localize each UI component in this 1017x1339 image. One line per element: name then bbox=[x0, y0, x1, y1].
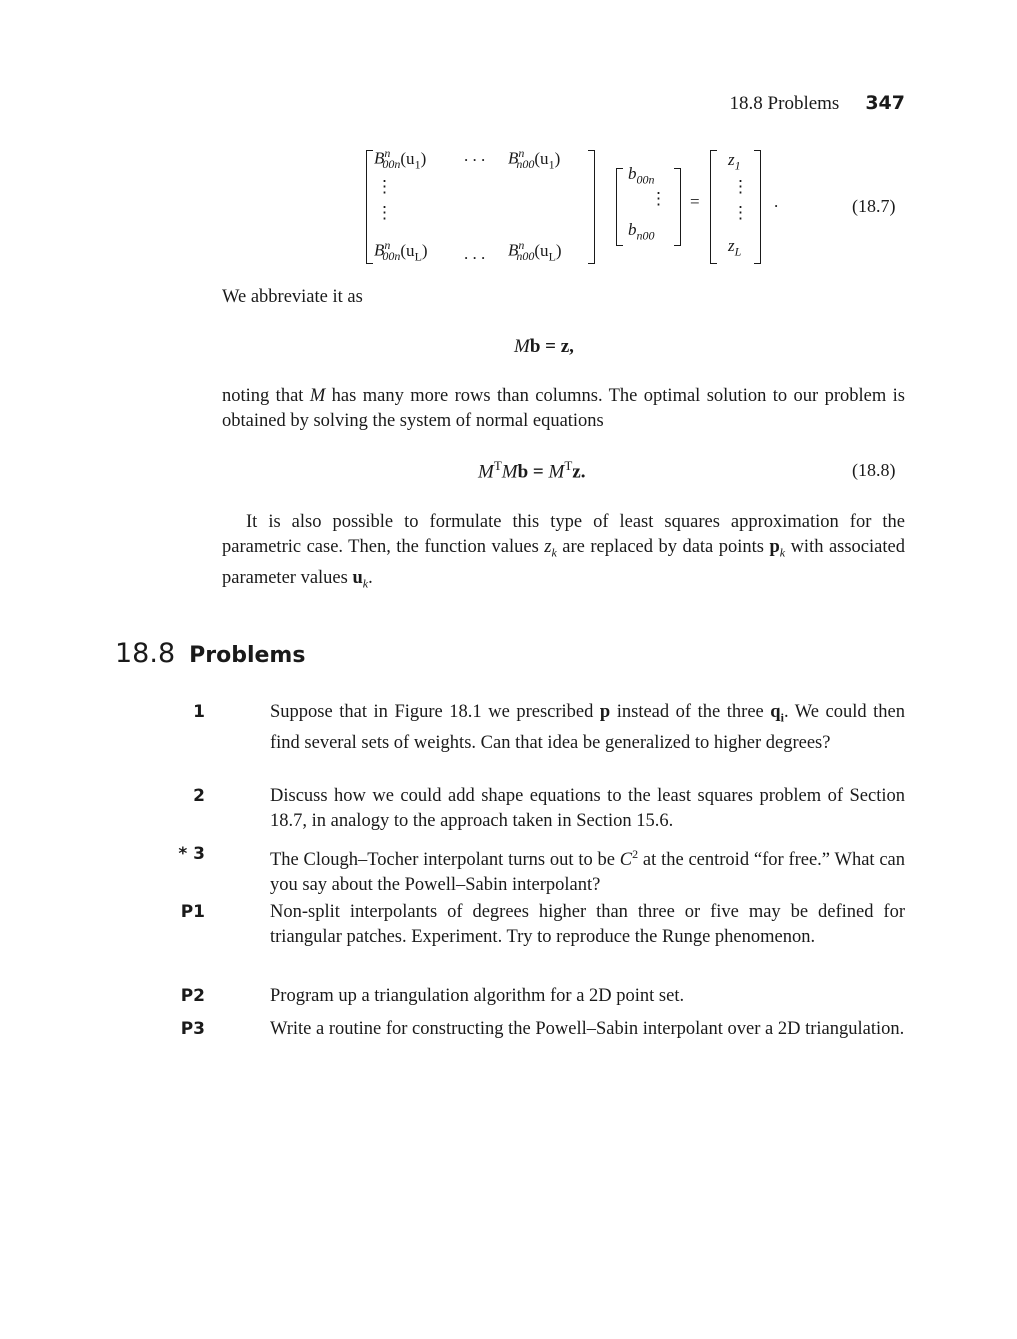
problem-label: 2 bbox=[193, 786, 205, 806]
paragraph-parametric: It is also possible to formulate this type of least squares approximation for the parametric case. Then, the function values $z_k$ are replaced by data points $p_k$ with associated parameter values $u_k$. bbox=[222, 512, 905, 591]
vector-z-left-bracket bbox=[710, 150, 717, 264]
vector-z-vdots-1: ⋮ bbox=[732, 177, 749, 196]
matrix-vdots-2: ⋮ bbox=[376, 203, 393, 222]
equation-18-7 bbox=[366, 148, 786, 266]
equation-mbz: Mb = z, bbox=[514, 336, 574, 357]
vector-b-left-bracket bbox=[616, 168, 623, 246]
matrix-entry-L-n: $B^n_{n00}(u_L)$ bbox=[508, 238, 562, 264]
equals-sign: = bbox=[690, 192, 700, 211]
vector-z-right-bracket bbox=[754, 150, 761, 264]
equation-period: . bbox=[774, 192, 779, 211]
vector-z-vdots-2: ⋮ bbox=[732, 203, 749, 222]
problem-text: Discuss how we could add shape equations to the least squares problem of Section 18.7, in analogy to the approach taken in Section 15.6. bbox=[270, 786, 905, 831]
matrix-entry-1-n: $B^n_{n00}(u_1)$ bbox=[508, 146, 561, 172]
problem-p1 bbox=[180, 900, 905, 950]
vector-z-first: $z_1$ bbox=[728, 150, 741, 173]
problem-3: * 3 The Clough–Tocher interpolant turns out to be $C^2$ at the centroid “for free.” What can you say about the Powell–Sabin interpolant? bbox=[225, 842, 905, 898]
matrix-entry-L-1: $B^n_{00n}(u_L)$ bbox=[374, 238, 428, 264]
problem-label: P2 bbox=[180, 986, 205, 1006]
problem-p2 bbox=[180, 984, 905, 1009]
section-title: Problems bbox=[189, 643, 306, 668]
running-head bbox=[730, 92, 905, 115]
equation-number-18-8: (18.8) bbox=[852, 460, 896, 480]
vector-b-first: $b_{00n}$ bbox=[628, 164, 655, 187]
matrix-ellipsis-bottom: . . . bbox=[464, 244, 486, 263]
problem-label: P3 bbox=[180, 1019, 205, 1039]
running-head-section: 18.8 Problems bbox=[729, 93, 840, 114]
equation-18-8: $M^TMb = M^Tz$. bbox=[478, 458, 586, 483]
problem-1: 1 Suppose that in Figure 18.1 we prescribed p instead of the three $q_i$. We could then find several sets of weights. Can that idea be generalized to higher degrees? bbox=[225, 700, 905, 756]
problem-label: 1 bbox=[193, 702, 205, 722]
matrix-left-bracket bbox=[366, 150, 373, 264]
page-number: 347 bbox=[865, 92, 905, 114]
matrix-right-bracket bbox=[588, 150, 595, 264]
section-number: 18.8 bbox=[115, 638, 176, 669]
problem-label: P1 bbox=[180, 902, 205, 922]
matrix-entry-1-1: $B^n_{00n}(u_1)$ bbox=[374, 146, 427, 172]
matrix-ellipsis-top: . . . bbox=[464, 146, 486, 165]
vector-b-vdots: ⋮ bbox=[650, 189, 667, 208]
abbrev-text: We abbreviate it as bbox=[222, 287, 363, 307]
vector-z-last: $z_L$ bbox=[728, 236, 742, 259]
section-heading bbox=[115, 638, 305, 669]
vector-b-right-bracket bbox=[674, 168, 681, 246]
equation-number-18-7: (18.7) bbox=[852, 196, 896, 216]
vector-b-last: $b_{n00}$ bbox=[628, 220, 655, 243]
problem-2 bbox=[193, 784, 905, 834]
problem-p3 bbox=[180, 1017, 905, 1042]
paragraph-normal-equations: noting that M has many more rows than columns. The optimal solution to our problem is obtained by solving the system of normal equations bbox=[222, 386, 905, 431]
problem-text: Program up a triangulation algorithm for a 2D point set. bbox=[270, 986, 685, 1006]
problem-label: * 3 bbox=[178, 844, 205, 864]
problem-text: Write a routine for constructing the Powell–Sabin interpolant over a 2D triangulation. bbox=[270, 1019, 905, 1039]
problem-text: Non-split interpolants of degrees higher than three or five may be defined for triangular patches. Experiment. Try to reproduce the Runge phenomenon. bbox=[270, 902, 905, 947]
matrix-vdots-1: ⋮ bbox=[376, 177, 393, 196]
